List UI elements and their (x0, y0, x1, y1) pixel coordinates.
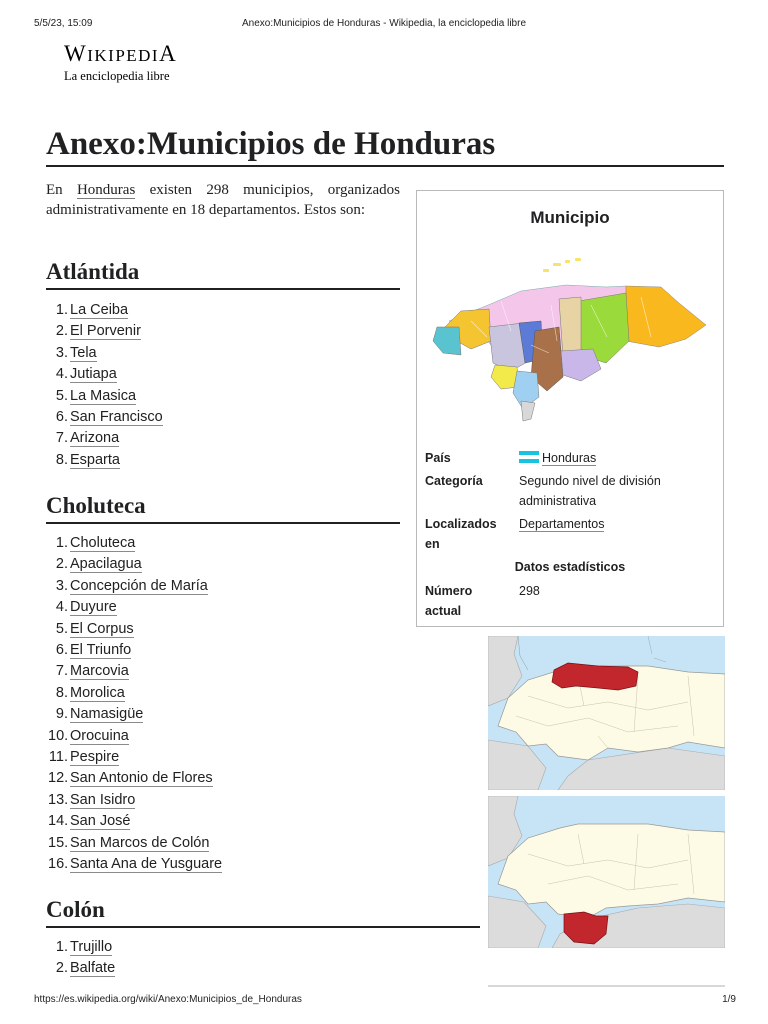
choluteca-location-map[interactable] (488, 796, 725, 948)
infobox-value: Segundo nivel de división administrativa (519, 474, 661, 508)
infobox-value: 298 (519, 584, 540, 598)
section-heading-colon: Colón (46, 896, 480, 928)
list-item: 8. Morolica (55, 684, 125, 701)
infobox-label: País (425, 451, 451, 465)
list-item: 15. San Marcos de Colón (48, 834, 210, 851)
municipality-link[interactable]: Orocuina (70, 727, 129, 744)
municipality-link[interactable]: Concepción de María (70, 577, 208, 594)
municipality-list-colon (48, 937, 115, 980)
municipality-link[interactable]: Apacilagua (70, 556, 142, 573)
list-item: 16. Santa Ana de Yusguare (48, 856, 223, 873)
list-item: 1. Trujillo (55, 939, 113, 955)
municipality-link[interactable]: Tela (70, 344, 97, 361)
infobox-value (519, 448, 719, 468)
municipality-link[interactable]: Santa Ana de Yusguare (70, 856, 223, 873)
logo-wordmark: WIKIPEDIA (64, 41, 178, 66)
list-item: 4. Duyure (55, 599, 117, 616)
municipality-link[interactable]: San Francisco (70, 409, 163, 426)
municipalities-map-image[interactable] (431, 241, 711, 436)
list-item: 5. El Corpus (55, 620, 134, 637)
municipality-list-choluteca (48, 533, 222, 876)
list-item: 2. Balfate (55, 960, 116, 977)
intro-paragraph (46, 181, 400, 220)
infobox-value (519, 514, 719, 534)
list-item: 3. Tela (55, 344, 97, 361)
country-link[interactable]: Honduras (542, 451, 597, 465)
list-item: 5. La Masica (55, 387, 137, 404)
municipality-link[interactable]: Duyure (70, 599, 117, 616)
municipality-link[interactable]: San José (70, 813, 131, 830)
departments-link[interactable]: Departamentos (519, 517, 605, 531)
list-item: 9. Namasigüe (55, 706, 144, 723)
list-item: 4. Jutiapa (55, 366, 117, 383)
intro-text-start: En (46, 182, 63, 198)
list-item: 14. San José (48, 813, 131, 830)
municipality-link[interactable]: El Corpus (70, 620, 134, 637)
list-item: 2. El Porvenir (55, 323, 141, 340)
municipality-link[interactable]: La Ceiba (70, 302, 129, 318)
municipality-link[interactable]: Morolica (70, 684, 125, 701)
print-url: https://es.wikipedia.org/wiki/Anexo:Municipios_de_Honduras (34, 994, 302, 1005)
infobox-label: Número actual (425, 584, 473, 618)
list-item: 13. San Isidro (48, 791, 136, 808)
section-heading-atlantida: Atlántida (46, 258, 400, 290)
print-document-title: Anexo:Municipios de Honduras - Wikipedia, la enciclopedia libre (241, 18, 527, 29)
list-item: 12. San Antonio de Flores (48, 770, 213, 787)
print-page-number: 1/9 (722, 994, 736, 1005)
municipality-link[interactable]: El Triunfo (70, 642, 132, 659)
municipality-link[interactable]: Pespire (70, 749, 120, 766)
infobox-stats-heading: Datos estadísticos (514, 560, 626, 574)
municipality-link[interactable]: El Porvenir (70, 323, 141, 340)
list-item: 7. Marcovia (55, 663, 129, 680)
intro-text-end: existen 298 municipios, organizados administrativamente en 18 departamentos. Estos son: (46, 182, 401, 218)
page-title: Anexo:Municipios de Honduras (46, 124, 724, 167)
logo-tagline: La enciclopedia libre (64, 69, 170, 83)
infobox-label: Categoría (425, 474, 483, 488)
municipality-link[interactable]: San Antonio de Flores (70, 770, 213, 787)
print-date: 5/5/23, 15:09 (34, 18, 93, 29)
honduras-link[interactable]: Honduras (76, 182, 136, 198)
atlantida-location-map[interactable] (488, 636, 725, 790)
wikipedia-logo[interactable] (64, 42, 177, 83)
list-item: 2. Apacilagua (55, 556, 142, 573)
municipality-link[interactable]: Choluteca (70, 535, 136, 551)
section-heading-choluteca: Choluteca (46, 492, 400, 524)
municipality-link[interactable]: San Isidro (70, 791, 136, 808)
next-map-edge (488, 985, 725, 987)
infobox (416, 190, 724, 627)
list-item: 7. Arizona (55, 430, 120, 447)
list-item: 6. El Triunfo (55, 642, 132, 659)
list-item: 3. Concepción de María (55, 577, 208, 594)
list-item: 1. La Ceiba (55, 302, 129, 318)
list-item: 1. Choluteca (55, 535, 136, 551)
honduras-flag-icon (519, 451, 539, 463)
municipality-link[interactable]: San Marcos de Colón (70, 834, 210, 851)
municipality-link[interactable]: Trujillo (70, 939, 113, 955)
list-item: 11. Pespire (48, 749, 120, 766)
municipality-link[interactable]: La Masica (70, 387, 137, 404)
municipality-link[interactable]: Esparta (70, 451, 120, 468)
municipality-link[interactable]: Jutiapa (70, 366, 117, 383)
infobox-label: Localizados en (425, 517, 497, 551)
list-item: 10. Orocuina (48, 727, 129, 744)
municipality-link[interactable]: Balfate (70, 960, 116, 977)
list-item: 6. San Francisco (55, 409, 163, 426)
municipality-link[interactable]: Namasigüe (70, 706, 144, 723)
municipality-list-atlantida (48, 300, 163, 471)
infobox-title: Municipio (530, 208, 610, 227)
municipality-link[interactable]: Arizona (70, 430, 120, 447)
list-item: 8. Esparta (55, 451, 120, 468)
municipality-link[interactable]: Marcovia (70, 663, 129, 680)
